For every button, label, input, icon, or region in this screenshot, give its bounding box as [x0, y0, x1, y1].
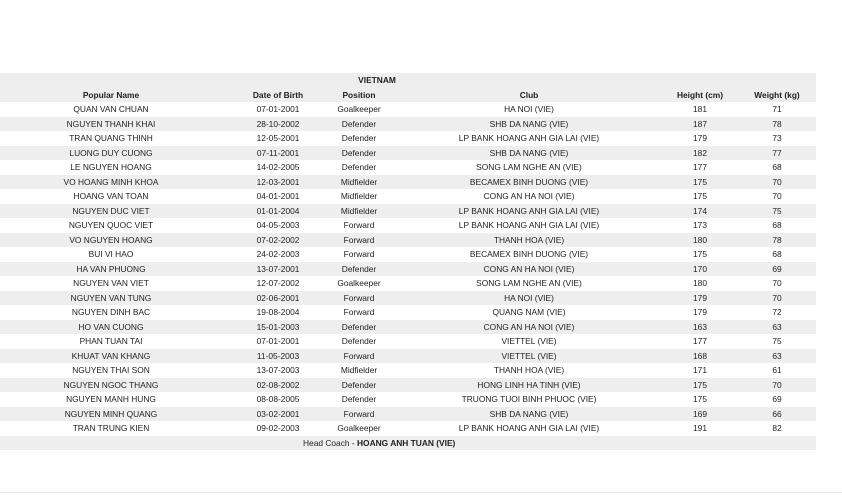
player-club: CONG AN HA NOI (VIE)	[483, 263, 575, 274]
player-name: HO VAN CUONG	[78, 321, 144, 332]
player-dob: 24-02-2003	[256, 249, 300, 259]
table-row	[0, 276, 816, 291]
table-row	[0, 305, 816, 320]
player-name: NGUYEN MANH HUNG	[66, 394, 156, 404]
table-row	[0, 378, 816, 393]
player-position: Goalkeeper	[337, 423, 381, 433]
player-weight: 70	[772, 379, 782, 390]
player-position: Defender	[341, 263, 377, 274]
player-club: HONG LINH HA TINH (VIE)	[477, 379, 581, 390]
player-height: 174	[693, 205, 707, 216]
player-club: LP BANK HOANG ANH GIA LAI (VIE)	[458, 205, 600, 216]
player-name: TRAN TRUNG KIEN	[72, 423, 150, 433]
head-coach-label: Head Coach -	[303, 437, 357, 448]
player-height: 191	[693, 423, 707, 433]
player-dob: 07-02-2002	[256, 234, 300, 245]
player-dob: 19-08-2004	[256, 307, 300, 317]
player-dob: 07-01-2001	[256, 104, 300, 114]
player-dob: 07-01-2001	[256, 336, 300, 346]
player-club: BECAMEX BINH DUONG (VIE)	[469, 249, 589, 259]
head-coach-name: HOANG ANH TUAN (VIE)	[357, 437, 456, 448]
player-name: TRAN QUANG THINH	[69, 133, 153, 143]
table-row	[0, 320, 816, 335]
table-row	[0, 349, 816, 364]
player-name: NGUYEN QUOC VIET	[68, 220, 154, 230]
header-row	[0, 88, 816, 103]
player-position: Midfielder	[340, 205, 378, 216]
player-name: HA VAN PHUONG	[76, 263, 146, 274]
player-name: QUAN VAN CHUAN	[73, 104, 149, 114]
player-name: NGUYEN THANH KHAI	[66, 118, 156, 129]
player-position: Forward	[343, 220, 375, 230]
player-position: Midfielder	[340, 191, 378, 201]
player-dob: 15-01-2003	[256, 321, 300, 332]
player-dob: 28-10-2002	[256, 118, 300, 129]
table-row	[0, 392, 816, 407]
player-name: NGUYEN NGOC THANG	[63, 379, 159, 390]
player-weight: 77	[772, 147, 782, 158]
player-height: 173	[693, 220, 707, 230]
player-club: HA NOI (VIE)	[504, 292, 554, 303]
team-title-row	[0, 73, 816, 88]
player-dob: 03-02-2001	[256, 408, 300, 419]
player-height: 170	[693, 263, 707, 274]
player-dob: 07-11-2001	[256, 147, 300, 158]
player-club: SHB DA NANG (VIE)	[489, 118, 569, 129]
player-position: Defender	[341, 336, 377, 346]
squad-list-sheet	[0, 73, 816, 450]
player-club: SHB DA NANG (VIE)	[489, 147, 569, 158]
table-row	[0, 334, 816, 349]
player-height: 175	[693, 379, 707, 390]
player-weight: 78	[772, 234, 782, 245]
header-position: Position	[342, 89, 376, 100]
table-row	[0, 102, 816, 117]
player-weight: 63	[772, 350, 782, 361]
player-height: 169	[693, 408, 707, 419]
player-weight: 69	[772, 263, 782, 274]
player-weight: 71	[772, 104, 782, 114]
player-weight: 73	[772, 133, 782, 143]
player-dob: 12-03-2001	[256, 176, 300, 187]
player-club: VIETTEL (VIE)	[501, 350, 557, 361]
player-position: Forward	[343, 292, 375, 303]
table-row	[0, 218, 816, 233]
head-coach-line	[303, 436, 455, 451]
player-name: BUI VI HAO	[88, 249, 134, 259]
player-weight: 75	[772, 205, 782, 216]
player-height: 179	[693, 292, 707, 303]
player-position: Goalkeeper	[337, 278, 381, 288]
player-position: Forward	[343, 408, 375, 419]
table-row	[0, 421, 816, 436]
player-club: LP BANK HOANG ANH GIA LAI (VIE)	[458, 133, 600, 143]
player-dob: 02-06-2001	[256, 292, 300, 303]
player-club: SHB DA NANG (VIE)	[489, 408, 569, 419]
table-row	[0, 117, 816, 132]
header-weight: Weight (kg)	[754, 89, 800, 100]
player-name: NGUYEN DUC VIET	[72, 205, 150, 216]
table-row	[0, 291, 816, 306]
page-divider	[0, 492, 842, 493]
player-dob: 12-07-2002	[256, 278, 300, 288]
table-row	[0, 262, 816, 277]
player-height: 163	[693, 321, 707, 332]
header-date-of-birth: Date of Birth	[252, 89, 304, 100]
player-name: LE NGUYEN HOANG	[70, 162, 152, 172]
player-height: 175	[693, 249, 707, 259]
player-position: Defender	[341, 394, 377, 404]
player-rows	[0, 102, 816, 436]
player-club: TRUONG TUOI BINH PHUOC (VIE)	[461, 394, 597, 404]
player-weight: 69	[772, 394, 782, 404]
player-name: NGUYEN VAN VIET	[73, 278, 149, 288]
player-dob: 13-07-2001	[256, 263, 300, 274]
player-position: Midfielder	[340, 365, 378, 375]
player-position: Defender	[341, 118, 377, 129]
table-row	[0, 407, 816, 422]
player-name: HOANG VAN TOAN	[73, 191, 149, 201]
table-row	[0, 233, 816, 248]
player-height: 180	[693, 278, 707, 288]
player-height: 181	[693, 104, 707, 114]
player-height: 179	[693, 307, 707, 317]
player-weight: 75	[772, 336, 782, 346]
player-name: LUONG DUY CUONG	[69, 147, 153, 158]
player-club: THANH HOA (VIE)	[493, 234, 565, 245]
player-height: 175	[693, 394, 707, 404]
player-weight: 70	[772, 292, 782, 303]
player-height: 175	[693, 176, 707, 187]
player-weight: 66	[772, 408, 782, 419]
player-position: Defender	[341, 379, 377, 390]
player-position: Forward	[343, 350, 375, 361]
player-position: Midfielder	[340, 176, 378, 187]
player-weight: 68	[772, 220, 782, 230]
player-weight: 70	[772, 191, 782, 201]
player-position: Defender	[341, 162, 377, 172]
player-height: 177	[693, 162, 707, 172]
table-row	[0, 160, 816, 175]
player-dob: 12-05-2001	[256, 133, 300, 143]
player-club: CONG AN HA NOI (VIE)	[483, 191, 575, 201]
player-dob: 04-01-2001	[256, 191, 300, 201]
player-position: Defender	[341, 133, 377, 143]
player-club: SONG LAM NGHE AN (VIE)	[476, 278, 582, 288]
player-weight: 70	[772, 278, 782, 288]
player-position: Defender	[341, 321, 377, 332]
table-row	[0, 363, 816, 378]
player-dob: 09-02-2003	[256, 423, 300, 433]
player-position: Goalkeeper	[337, 104, 381, 114]
player-name: KHUAT VAN KHANG	[71, 350, 151, 361]
player-height: 179	[693, 133, 707, 143]
table-row	[0, 247, 816, 262]
player-height: 182	[693, 147, 707, 158]
player-dob: 02-08-2002	[256, 379, 300, 390]
team-title: VIETNAM	[358, 75, 396, 85]
player-dob: 01-01-2004	[256, 205, 300, 216]
player-name: PHAN TUAN TAI	[79, 336, 143, 346]
player-weight: 72	[772, 307, 782, 317]
player-club: SONG LAM NGHE AN (VIE)	[476, 162, 582, 172]
header-club: Club	[519, 89, 539, 100]
player-weight: 70	[772, 176, 782, 187]
player-name: NGUYEN VAN TUNG	[70, 292, 152, 303]
player-dob: 11-05-2003	[256, 350, 300, 361]
player-club: VIETTEL (VIE)	[501, 336, 557, 346]
player-club: CONG AN HA NOI (VIE)	[483, 321, 575, 332]
player-height: 180	[693, 234, 707, 245]
player-position: Defender	[341, 147, 377, 158]
player-height: 175	[693, 191, 707, 201]
player-height: 168	[693, 350, 707, 361]
header-popular-name: Popular Name	[82, 89, 140, 100]
table-row	[0, 189, 816, 204]
player-weight: 63	[772, 321, 782, 332]
table-row	[0, 146, 816, 161]
player-dob: 04-05-2003	[256, 220, 300, 230]
player-weight: 78	[772, 118, 782, 129]
player-dob: 08-08-2005	[256, 394, 300, 404]
player-club: THANH HOA (VIE)	[493, 365, 565, 375]
player-weight: 82	[772, 423, 782, 433]
player-height: 171	[693, 365, 707, 375]
player-club: BECAMEX BINH DUONG (VIE)	[469, 176, 589, 187]
player-position: Forward	[343, 234, 375, 245]
player-name: VO NGUYEN HOANG	[69, 234, 153, 245]
player-weight: 61	[772, 365, 782, 375]
table-row	[0, 204, 816, 219]
footer-row	[0, 436, 816, 451]
player-height: 177	[693, 336, 707, 346]
player-club: LP BANK HOANG ANH GIA LAI (VIE)	[458, 220, 600, 230]
player-name: NGUYEN DINH BAC	[71, 307, 151, 317]
player-club: HA NOI (VIE)	[504, 104, 554, 114]
player-club: LP BANK HOANG ANH GIA LAI (VIE)	[458, 423, 600, 433]
player-height: 187	[693, 118, 707, 129]
header-height: Height (cm)	[676, 89, 724, 100]
table-row	[0, 131, 816, 146]
player-club: QUANG NAM (VIE)	[492, 307, 566, 317]
player-dob: 14-02-2005	[256, 162, 300, 172]
player-weight: 68	[772, 162, 782, 172]
player-weight: 68	[772, 249, 782, 259]
player-position: Forward	[343, 307, 375, 317]
player-name: NGUYEN MINH QUANG	[64, 408, 158, 419]
player-position: Forward	[343, 249, 375, 259]
player-name: VO HOANG MINH KHOA	[63, 176, 159, 187]
table-row	[0, 175, 816, 190]
player-name: NGUYEN THAI SON	[72, 365, 150, 375]
player-dob: 13-07-2003	[256, 365, 300, 375]
